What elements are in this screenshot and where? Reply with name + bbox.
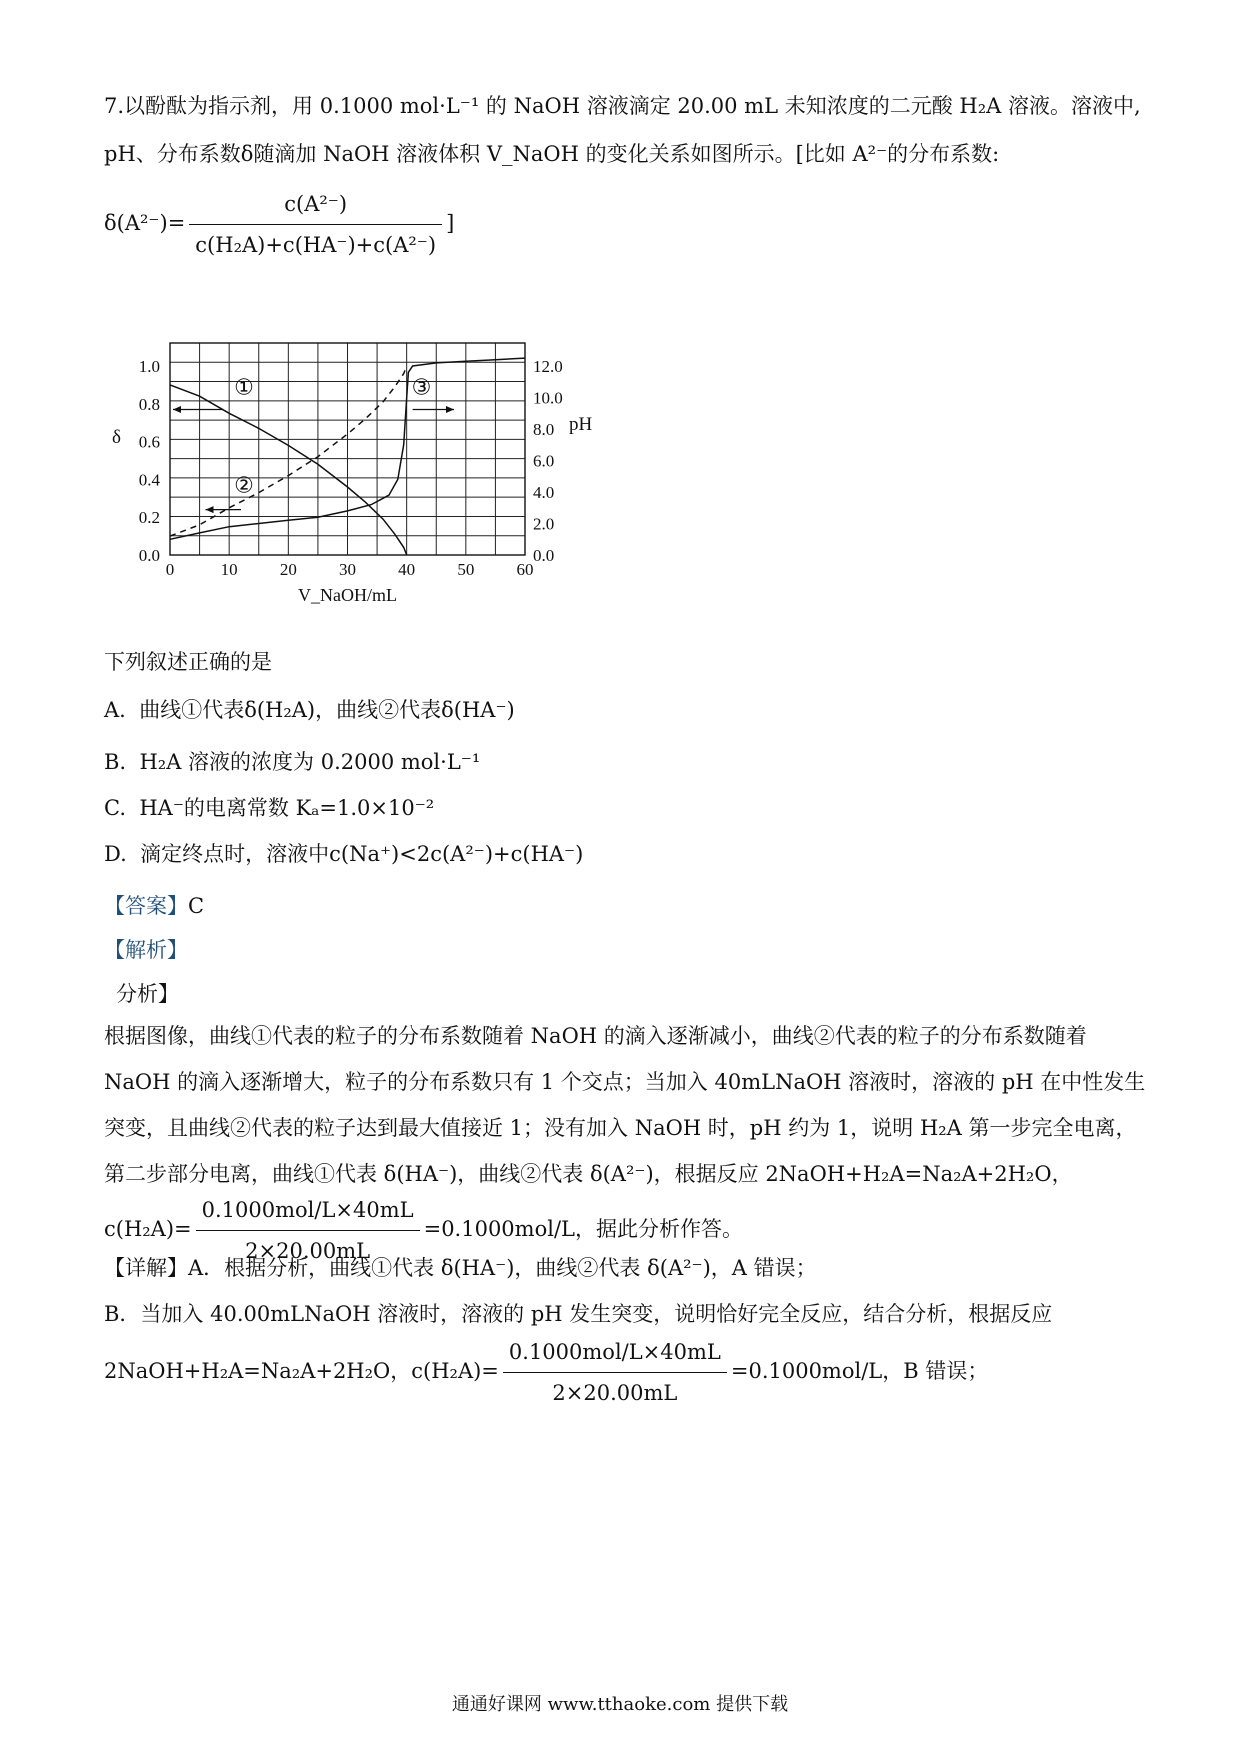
curve-label: ③ bbox=[411, 374, 432, 400]
calc-numerator: 0.1000mol/L×40mL bbox=[196, 1194, 420, 1231]
b-calc-pre: 2NaOH+H₂A=Na₂A+2H₂O，c(H₂A)= bbox=[104, 1359, 499, 1383]
curve-label: ① bbox=[234, 374, 254, 400]
y-left-tick-label: 1.0 bbox=[138, 357, 160, 376]
detail-line-a bbox=[104, 1252, 817, 1284]
y-right-tick-label: 12.0 bbox=[533, 357, 563, 376]
b-calc-fraction bbox=[503, 1336, 727, 1409]
y-right-axis-label: pH bbox=[569, 414, 593, 435]
x-tick-label: 20 bbox=[279, 560, 297, 579]
option-text: 滴定终点时，溶液中c(Na⁺)<2c(A²⁻)+c(HA⁻) bbox=[140, 842, 584, 866]
curve-arrow-head bbox=[206, 506, 214, 513]
b-calc-denominator: 2×20.00mL bbox=[552, 1381, 678, 1405]
option-text: H₂A 溶液的浓度为 0.2000 mol·L⁻¹ bbox=[139, 750, 481, 774]
y-right-tick-label: 10.0 bbox=[533, 388, 563, 408]
option-letter: A. bbox=[104, 698, 126, 722]
option-text: 曲线①代表δ(H₂A)，曲线②代表δ(HA⁻) bbox=[139, 698, 515, 722]
option-letter: D. bbox=[104, 842, 127, 866]
x-axis-label: V_NaOH/mL bbox=[298, 585, 397, 605]
option-a bbox=[104, 694, 515, 726]
question-prompt: 下列叙述正确的是 bbox=[104, 650, 272, 674]
formula-lhs: δ(A²⁻)= bbox=[104, 211, 186, 235]
x-tick-label: 30 bbox=[339, 560, 356, 579]
y-right-tick-label: 4.0 bbox=[533, 483, 555, 502]
calc-rhs: =0.1000mol/L，据此分析作答。 bbox=[423, 1217, 743, 1241]
option-letter: C. bbox=[104, 796, 126, 820]
answer-value: C bbox=[188, 894, 205, 918]
answer-tag: 【答案】 bbox=[104, 894, 188, 918]
formula-numerator: c(A²⁻) bbox=[189, 188, 442, 225]
y-left-tick-label: 0.4 bbox=[138, 470, 160, 490]
analysis-line-2: NaOH 的滴入逐渐增大，粒子的分布系数只有 1 个交点；当加入 40mLNaOH 溶液时，溶液的 pH 在中性发生 bbox=[104, 1070, 1146, 1094]
detail-b-calculation bbox=[104, 1336, 988, 1409]
formula-fraction bbox=[189, 188, 442, 261]
x-tick-label: 0 bbox=[165, 560, 175, 579]
option-d bbox=[104, 838, 583, 870]
answer-line bbox=[104, 890, 204, 922]
x-tick-label: 60 bbox=[516, 560, 534, 579]
formula-denominator: c(H₂A)+c(HA⁻)+c(A²⁻) bbox=[195, 233, 437, 257]
y-right-tick-label: 0.0 bbox=[533, 546, 555, 565]
curve-label: ② bbox=[234, 472, 254, 498]
question-line-1: 7.以酚酞为指示剂，用 0.1000 mol·L⁻¹ 的 NaOH 溶液滴定 20.00 mL 未知浓度的二元酸 H₂A 溶液。溶液中, bbox=[104, 94, 1141, 118]
y-left-tick-label: 0.8 bbox=[138, 394, 160, 414]
formula-close: ] bbox=[446, 211, 455, 235]
b-calc-post: =0.1000mol/L，B 错误； bbox=[730, 1359, 989, 1383]
analysis-line-3: 突变，且曲线②代表的粒子达到最大值接近 1；没有加入 NaOH 时，pH 约为 1，说明 H₂A 第一步完全电离， bbox=[104, 1116, 1137, 1140]
analysis-head: 分析】 bbox=[116, 982, 179, 1006]
y-left-tick-label: 0.0 bbox=[138, 546, 160, 565]
y-left-tick-label: 0.6 bbox=[138, 432, 160, 452]
calc-lhs: c(H₂A)= bbox=[104, 1217, 192, 1241]
y-right-tick-label: 2.0 bbox=[533, 514, 555, 534]
detail-tag: 【详解】 bbox=[104, 1256, 188, 1280]
question-line-2: pH、分布系数δ随滴加 NaOH 溶液体积 V_NaOH 的变化关系如图所示。[比如 A²⁻的分布系数: bbox=[104, 142, 1000, 166]
analysis-line-4: 第二步部分电离，曲线①代表 δ(HA⁻)，曲线②代表 δ(A²⁻)，根据反应 2NaOH+H₂A=Na₂A+2H₂O， bbox=[104, 1162, 1073, 1186]
y-left-tick-label: 0.2 bbox=[138, 508, 160, 528]
calc-denominator: 2×20.00mL bbox=[245, 1239, 371, 1263]
y-left-axis-label: δ bbox=[112, 427, 121, 448]
curve-arrow-head bbox=[446, 406, 454, 413]
option-letter: B. bbox=[104, 750, 127, 774]
titration-chart bbox=[112, 318, 600, 618]
x-tick-label: 10 bbox=[220, 560, 238, 579]
option-text: HA⁻的电离常数 Kₐ=1.0×10⁻² bbox=[139, 796, 435, 820]
analysis-line-1: 根据图像，曲线①代表的粒子的分布系数随着 NaOH 的滴入逐渐减小，曲线②代表的粒子的分布系数随着 bbox=[104, 1024, 1087, 1048]
option-c bbox=[104, 792, 434, 824]
y-right-tick-label: 6.0 bbox=[533, 451, 555, 471]
detail-a-text: A．根据分析，曲线①代表 δ(HA⁻)，曲线②代表 δ(A²⁻)，A 错误； bbox=[188, 1256, 817, 1280]
y-right-tick-label: 8.0 bbox=[533, 420, 555, 439]
analysis-tag: 【解析】 bbox=[104, 938, 188, 962]
curve-arrow-head bbox=[173, 406, 181, 413]
b-calc-numerator: 0.1000mol/L×40mL bbox=[503, 1336, 727, 1373]
distribution-formula bbox=[104, 188, 454, 261]
detail-line-b: B．当加入 40.00mLNaOH 溶液时，溶液的 pH 发生突变，说明恰好完全反应，结合分析，根据反应 bbox=[104, 1302, 1053, 1326]
page-footer: 通通好课网 www.tthaoke.com 提供下载 bbox=[451, 1694, 789, 1715]
x-tick-label: 50 bbox=[457, 560, 475, 579]
option-b bbox=[104, 746, 480, 778]
x-tick-label: 40 bbox=[398, 560, 416, 579]
